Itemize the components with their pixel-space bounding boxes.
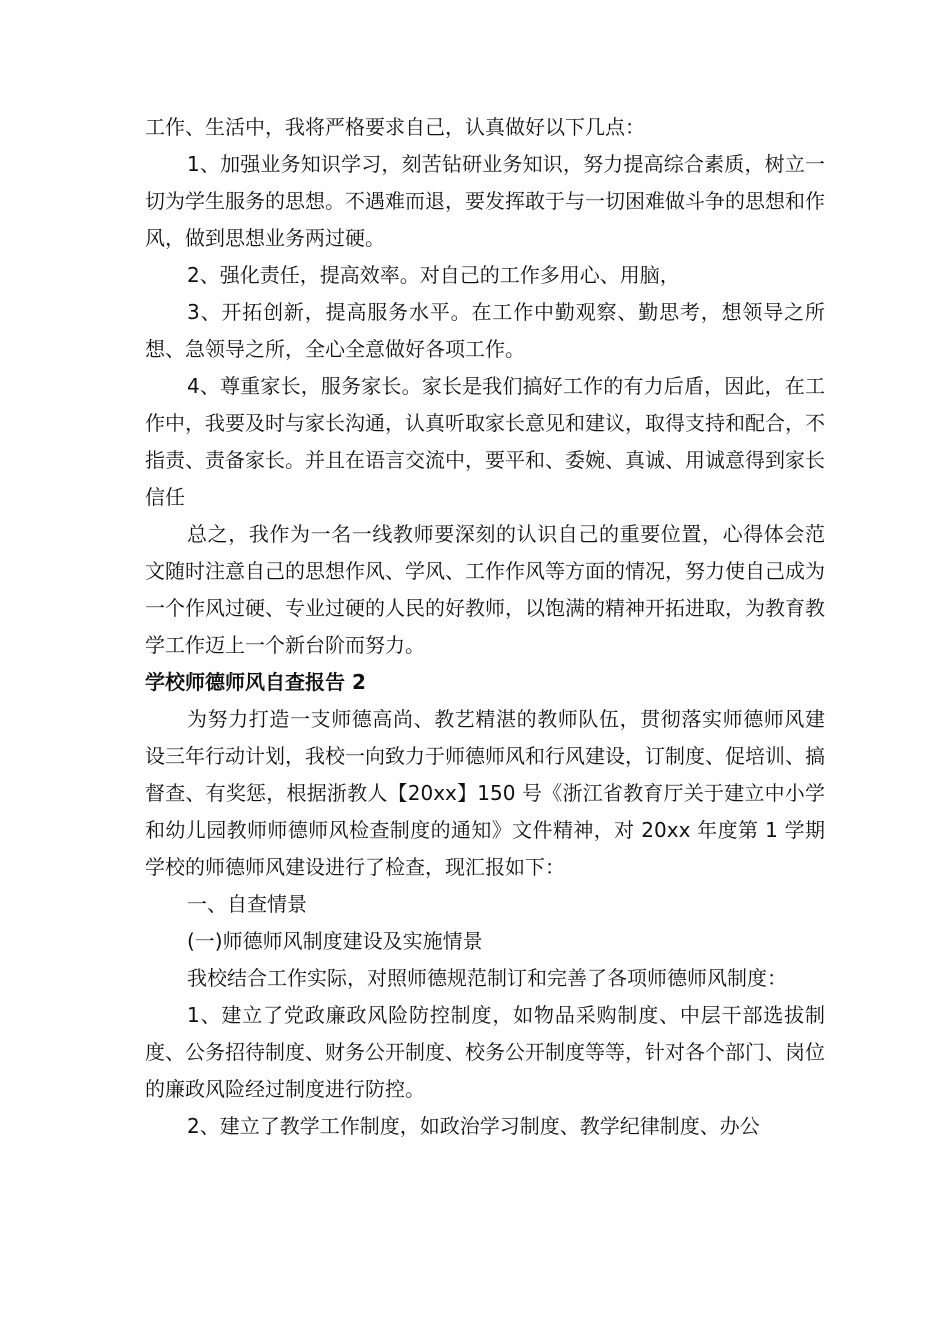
paragraph-item-2: 2、强化责任，提高效率。对自己的工作多用心、用脑， [187, 263, 680, 287]
paragraph-system-2: 2、建立了教学工作制度，如政治学习制度、教学纪律制度、办公 [187, 1114, 760, 1138]
paragraph-item-3: 3、开拓创新，提高服务水平。在工作中勤观察、勤思考，想领导之所想、急领导之所，全心全意做好各项工作。 [145, 300, 825, 361]
paragraph-system-1: 1、建立了党政廉政风险防控制度，如物品采购制度、中层干部选拔制度、公务招待制度、财务公开制度、校务公开制度等等，针对各个部门、岗位的廉政风险经过制度进行防控。 [145, 1003, 825, 1101]
paragraph-report-intro: 为努力打造一支师德高尚、教艺精湛的教师队伍，贯彻落实师德师风建设三年行动计划，我校一向致力于师德师风和行风建设，订制度、促培训、搞督查、有奖惩，根据浙教人【20xx】150 号《浙江省教育厅关于建立中小学和幼儿园教师师德师风检查制度的通知》文件精神，对 20xx 年度第 1 学期学校的师德师风建设进行了检查，现汇报如下： [145, 707, 825, 879]
paragraph-intro: 工作、生活中，我将严格要求自己，认真做好以下几点： [145, 115, 645, 139]
section-heading: 学校师德师风自查报告 2 [145, 670, 366, 694]
paragraph-subheading-1: 一、自查情景 [187, 892, 307, 916]
paragraph-summary: 总之，我作为一名一线教师要深刻的认识自己的重要位置，心得体会范文随时注意自己的思想作风、学风、工作作风等方面的情况，努力使自己成为一个作风过硬、专业过硬的人民的好教师，以饱满的精神开拓进取，为教育教学工作迈上一个新台阶而努力。 [145, 522, 825, 657]
paragraph-system-intro: 我校结合工作实际，对照师德规范制订和完善了各项师德师风制度： [187, 966, 787, 990]
paragraph-item-4: 4、尊重家长，服务家长。家长是我们搞好工作的有力后盾，因此，在工作中，我要及时与家长沟通，认真听取家长意见和建议，取得支持和配合，不指责、责备家长。并且在语言交流中，要平和、委婉、真诚、用诚意得到家长信任 [145, 374, 825, 509]
paragraph-item-1: 1、加强业务知识学习，刻苦钻研业务知识，努力提高综合素质，树立一切为学生服务的思想。不遇难而退，要发挥敢于与一切困难做斗争的思想和作风，做到思想业务两过硬。 [145, 152, 825, 250]
paragraph-subheading-2: (一)师德师风制度建设及实施情景 [187, 929, 483, 953]
document-page [145, 109, 825, 1145]
